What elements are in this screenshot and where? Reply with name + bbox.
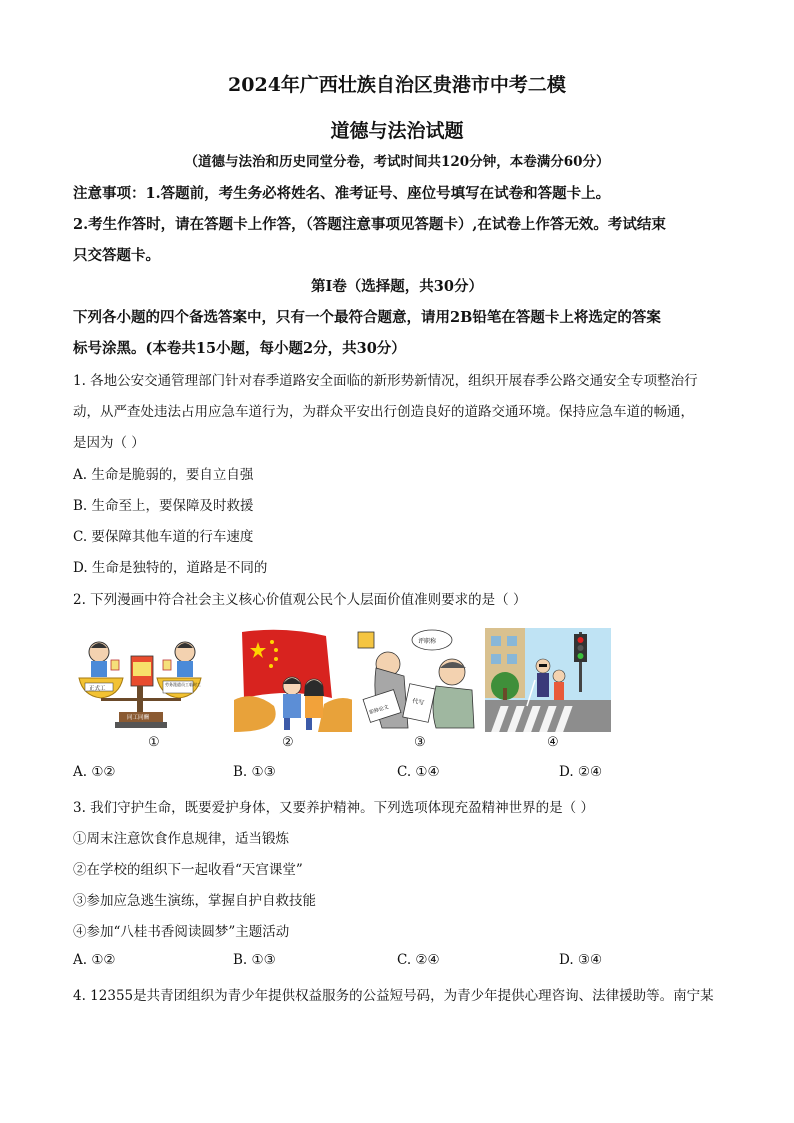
svg-text:职称论文: 职称论文 xyxy=(368,704,390,717)
q3-stem: 3. 我们守护生命，既要爱护身体，又要养护精神。下列选项体现充盈精神世界的是（ ） xyxy=(73,800,594,816)
q3-option-a: A. ①② xyxy=(73,952,116,968)
cartoon-1-equal-pay xyxy=(77,628,203,732)
q2-option-d: D. ②④ xyxy=(559,764,603,780)
q1-option-b: B. 生命至上，要保障及时救援 xyxy=(73,498,254,514)
cartoon-label-4: ④ xyxy=(547,735,559,750)
section-instruction-1: 下列各小题的四个备选答案中，只有一个最符合题意，请用2B铅笔在答题卡上将选定的答案 xyxy=(73,309,661,326)
exam-info: （道德与法治和历史同堂分卷，考试时间共120分钟，本卷满分60分） xyxy=(184,154,610,170)
q1-option-c: C. 要保障其他车道的行车速度 xyxy=(73,529,254,545)
q3-option-c: C. ②④ xyxy=(397,952,440,968)
q2-option-c: C. ①④ xyxy=(397,764,440,780)
svg-text:正式工: 正式工 xyxy=(89,686,106,692)
q1-option-a: A. 生命是脆弱的，要自立自强 xyxy=(73,467,254,483)
q2-option-b: B. ①③ xyxy=(233,764,276,780)
svg-text:代写: 代写 xyxy=(411,697,425,707)
cartoon-label-1: ① xyxy=(148,735,160,750)
svg-text:劳务派遣员工临时工: 劳务派遣员工临时工 xyxy=(165,682,201,687)
notes-line-1: 注意事项：1.答题前，考生务必将姓名、准考证号、座位号填写在试卷和答题卡上。 xyxy=(73,185,611,202)
cartoon-label-2: ② xyxy=(282,735,294,750)
q3-option-b: B. ①③ xyxy=(233,952,276,968)
q3-statement-1: ①周末注意饮食作息规律，适当锻炼 xyxy=(73,831,289,847)
q1-stem-1: 1. 各地公安交通管理部门针对春季道路安全面临的新形势新情况，组织开展春季公路交通安全专项整治行 xyxy=(73,373,698,389)
cartoon-label-3: ③ xyxy=(414,735,426,750)
q2-option-a: A. ①② xyxy=(73,764,116,780)
notes-line-2: 2.考生作答时，请在答题卡上作答，（答题注意事项见答题卡）,在试卷上作答无效。考试结束 xyxy=(73,216,666,233)
q2-stem: 2. 下列漫画中符合社会主义核心价值观公民个人层面价值准则要求的是（ ） xyxy=(73,592,527,608)
q3-statement-4: ④参加“八桂书香阅读圆梦”主题活动 xyxy=(73,924,290,940)
q1-stem-3: 是因为（ ） xyxy=(73,435,145,451)
exam-subtitle: 道德与法治试题 xyxy=(330,120,464,142)
cartoon-2-patriotism xyxy=(234,628,360,732)
svg-text:评职称: 评职称 xyxy=(418,638,437,645)
q1-option-d: D. 生命是独特的，道路是不同的 xyxy=(73,560,268,576)
section-title: 第Ⅰ卷（选择题，共30分） xyxy=(311,278,483,295)
exam-title: 2024年广西壮族自治区贵港市中考二模 xyxy=(228,74,566,96)
svg-text:同工同酬: 同工同酬 xyxy=(127,715,150,721)
q4-stem-1: 4. 12355是共青团组织为青少年提供权益服务的公益短号码，为青少年提供心理咨询、法律援助等。南宁某 xyxy=(73,988,714,1004)
cartoon-4-helping-blind xyxy=(485,628,611,732)
notes-line-3: 只交答题卡。 xyxy=(73,247,160,264)
q3-statement-3: ③参加应急逃生演练，掌握自护自救技能 xyxy=(73,893,316,909)
section-instruction-2: 标号涂黑。(本卷共15小题，每小题2分，共30分） xyxy=(73,340,406,357)
cartoon-3-ghostwriting xyxy=(352,628,478,732)
q3-option-d: D. ③④ xyxy=(559,952,603,968)
q1-stem-2: 动，从严查处违法占用应急车道行为，为群众平安出行创造良好的道路交通环境。保持应急车道的畅通， xyxy=(73,404,694,420)
q3-statement-2: ②在学校的组织下一起收看“天宫课堂” xyxy=(73,862,303,878)
